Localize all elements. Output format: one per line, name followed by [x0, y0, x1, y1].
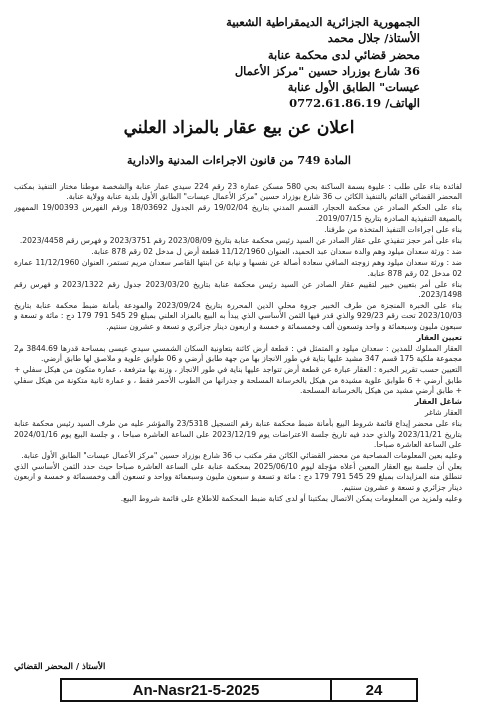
body-paragraph: بناء على اجراءات التنفيذ المتخذة من طرفنا.	[324, 224, 462, 234]
body-paragraph: بناء على أمر بتعيين خبير لتقييم عقار الصادر عن السيد رئيس محكمة عنابة بتاريخ 2023/03/20 جدول رقم 2023/1322 و فهرس رقم 2023/1498.	[14, 279, 462, 300]
body-paragraph: بناء على محضر إيداع قائمة شروط البيع بأمانة ضبط محكمة عنابة رقم التسجيل 23/5318 والمؤشر عليه من طرف السيد رئيس محكمة عنابة بتاريخ 2023/11/21 والذي حدد فيه تاريخ جلسة الاعتراضات يوم 2023/12/19 على الساعة العاشرة صباحا ، و جلسة البيع يوم 2024/01/16 على الساعة العاشرة صباحا.	[14, 419, 462, 449]
body-paragraph: بناء على أمر حجز تنفيذي على عقار الصادر عن السيد رئيس محكمة عنابة بتاريخ 2023/08/09 رقم 2023/3751 و فهرس رقم 2023/4458.	[19, 236, 462, 246]
body-paragraph: وعليه بعين المعلومات المصاحبة من محضر القضائي الكائن مقر مكتب ب 36 شارع بوزراد حسين "مركز الأعمال عيسات" الطابق الأول عنابة.	[21, 451, 462, 461]
body-paragraph: وعليه ولمزيد من المعلومات يمكن الاتصال بمكتبنا أو لدى كتابة ضبط المحكمة للاطلاع على قائمة شروط البيع.	[120, 493, 462, 503]
body-paragraph: العقار المملوك للمدين : سعدان ميلود و المتمثل في : قطعة أرض كائنة بتعاونية السكان الشمسي سيدي عيسى بمساحة قدرها 3844.69 م2 مجموعة ملكية 175 قسم 347 مشيد عليها بناية في طور الانجاز بها من جهة طابق أرضي و 06 طوابق علوية و ملاصق لها طابق أرضي.	[14, 344, 462, 364]
body-paragraph: التعيين حسب تقرير الخبرة : العقار عبارة عن قطعة أرض تتواجد عليها بناية في طور الانجاز ، وزنة بها مترفعة ، عمارة متكون من هيكل سفلي + طابق أرضي + 6 طوابق علوية مشيدة من هيكل بالخرسانة المسلحة و جدرانها من الطوب الأحمر فقط ، و عمارة ثانية متكونة من هيكل سفلي + طابق أرضي مشيد من هيكل بالخرسانة المسلحة.	[14, 365, 462, 395]
bailiff-signature: الأستاذ / المحضر القضائي	[14, 662, 106, 672]
body-paragraph: ضد : ورثة سعدان ميلود وهم زوجته الصافي سعادة أصالة عن نفسها و نيابة عن ابنتها القاصر سعدان مريم تستمر، العنوان 11/12/1960 عمارة 02 مدخل 02 رقم 878 عنابة.	[14, 258, 462, 278]
body-paragraph: بناء على الحكم الصادر عن محكمة الحجار، القسم المدني بتاريخ 19/02/04 رقم الجدول 18/03692 ورقم الفهرس 19/00393 الممهور بالصيغة التنفيذية الصادرة بتاريخ 2019/07/15.	[14, 203, 462, 223]
header-phone-row	[90, 95, 420, 111]
body-paragraph: بعلن أن جلسة بيع العقار المعين أعلاه مؤجلة ليوم 2025/06/10 بمحكمة عنابة على الساعة العاشرة صباحا حيث حدد الثمن الأساسي الذي تنطلق منه المزايدات بمبلغ 29 545 791 179 دج : مائة و تسعة و سبعون مليون وسبعمائة وواحد و تسعون ألف وخمسمائة و خمسة و اربعون دينار جزائري و تسعة و عشرون سنتيم.	[14, 462, 462, 492]
publication-footer	[60, 678, 418, 702]
section-label: تعيين العقار	[416, 332, 462, 342]
page-number: 24	[365, 681, 383, 699]
notice-body	[14, 182, 462, 638]
notice-header	[90, 14, 420, 112]
header-phone: 0772.61.86.19	[289, 96, 382, 111]
body-paragraph: العقار شاغر	[424, 408, 462, 418]
header-bailiff-name: الأستاذ/ جلال محمد	[327, 31, 420, 46]
header-republic: الجمهورية الجزائرية الديمقراطية الشعبية	[226, 15, 420, 29]
header-address-2: عيسات" الطابق الأول عنابة	[287, 80, 420, 95]
body-paragraph: بناء على الخبرة المنجزة من طرف الخبير جروة محلي الدين المحررة بتاريخ 2023/09/24 والمودعة بأمانة ضبط محكمة عنابة بتاريخ 2023/10/03 تحت رقم 929/23 والذي قدر فيها الثمن الأساسي الذي يبدأ به البيع بالمزاد العلني بمبلغ 29 545 791 179 دج : مائة و تسعة و سبعون مليون وسبعمائة و واحد وتسعون ألف وخمسمائة و خمسة و اربعون دينار جزائري و تسعة و عشرون سنتيم.	[14, 301, 462, 331]
body-paragraph: ضد : ورثة سعدان ميلود وهم والدة سعدان عبد الحميد، العنوان 11/12/1960 قطعة أرض ل مدخل 02 رقم 878 عنابة.	[91, 247, 462, 257]
body-paragraph: لفائدة بناء على طلب : عليوة بسمة الساكنة بحي 580 مسكن عمارة 23 رقم 224 سيدي عمار عنابة والشخصة موطنا مختار التنفيذ بمكتب المحضر القضائي القائم بالتنفيذ الكائن ب 36 شارع بوزراد حسين "مركز الأعمال عيسات" الطابق الأول بلدية عنابة وولاية عنابة.	[14, 182, 462, 202]
notice-title: اعلان عن بيع عقار بالمزاد العلني	[123, 118, 355, 138]
header-bailiff-court: محضر قضائي لدى محكمة عنابة	[267, 47, 420, 62]
section-label: شاغل العقار	[414, 397, 462, 407]
publication-date: An-Nasr21-5-2025	[62, 680, 332, 700]
header-phone-label: الهاتف/	[385, 96, 420, 111]
header-address-1: 36 شارع بوزراد حسين "مركز الأعمال	[234, 63, 420, 78]
notice-subtitle: المادة 749 من قانون الاجراءات المدنية والادارية	[127, 154, 351, 167]
